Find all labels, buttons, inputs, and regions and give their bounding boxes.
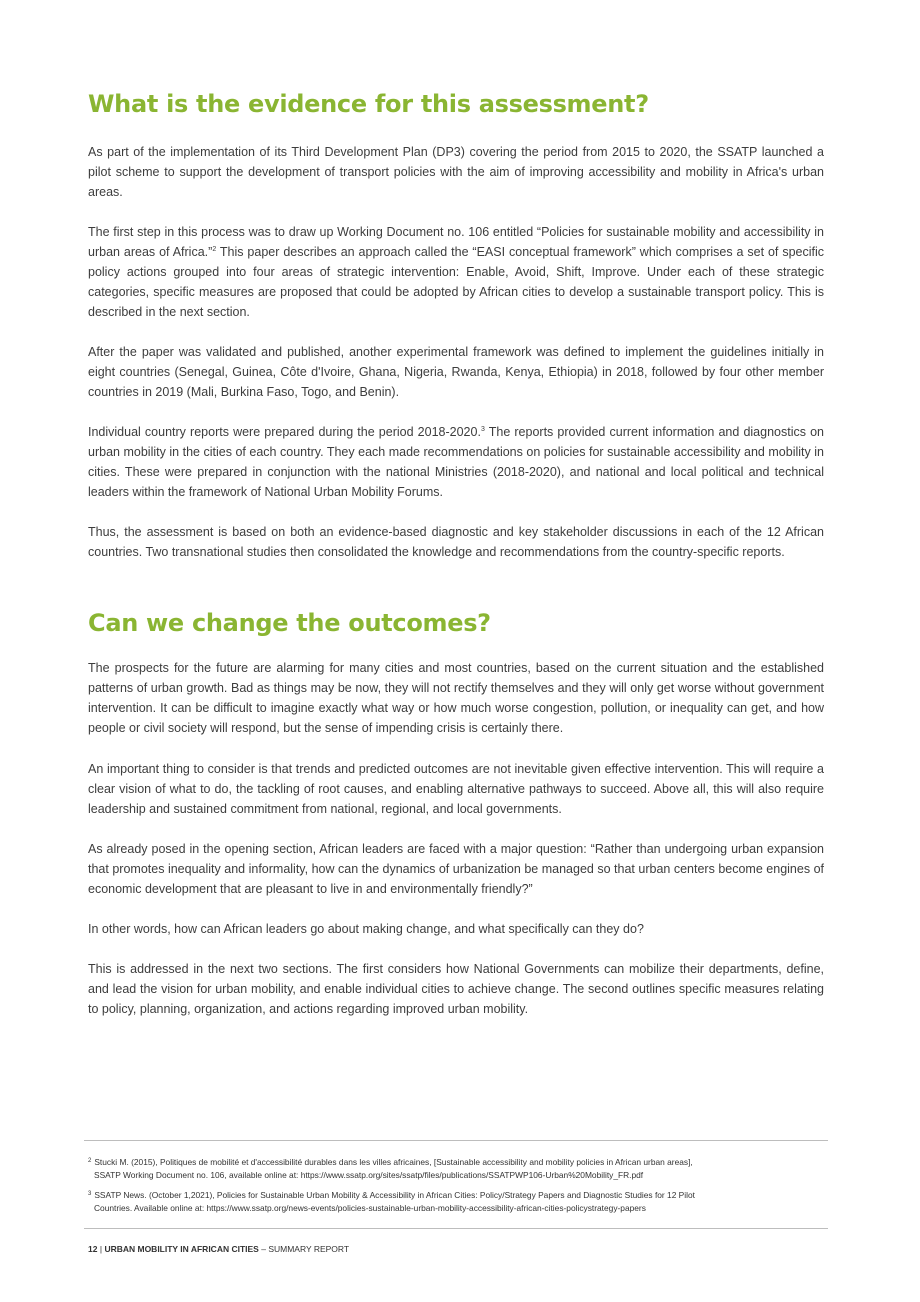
footnote-3 — [88, 1188, 828, 1215]
page-footer — [88, 1244, 349, 1254]
footnote-number: 2 — [88, 1158, 92, 1164]
paragraph: An important thing to consider is that trends and predicted outcomes are not inevitable given effective intervention. This will require a clear vision of what to do, the tackling of root causes, and enabling alternative pathways to succeed. Above all, this will also require leadership and sustained commitment from national, regional, and local governments. — [88, 762, 824, 816]
report-subtitle: – SUMMARY REPORT — [261, 1244, 350, 1254]
footnote-2 — [88, 1155, 828, 1182]
footnote-ref: 2 — [212, 246, 217, 253]
paragraph-text: Individual country reports were prepared during the period 2018-2020. — [88, 425, 481, 439]
paragraph — [88, 422, 824, 502]
footnote-number: 3 — [88, 1191, 92, 1197]
paragraph-text: The first step in this process was to draw up Working Document no. 106 entitled “Policies for sustainable mobility and accessibility in urban areas of Africa.” — [88, 225, 824, 259]
section-heading-outcomes: Can we change the outcomes? — [88, 609, 491, 637]
footer-separator: | — [99, 1244, 103, 1254]
footnote-text: Stucki M. (2015), Politiques de mobilité et d'accessibilité durables dans les villes africaines, [Sustainable accessibility and mobility policies in African urban areas], — [94, 1157, 693, 1167]
footnote-link[interactable]: SSATP Working Document no. 106, available online at: https://www.ssatp.org/sites/ssatp/files/publications/SSATPWP106-Urban%20Mobility_FR.pdf — [94, 1170, 644, 1180]
footer-divider — [84, 1228, 828, 1229]
footnote-text: SSATP News. (October 1,2021), Policies for Sustainable Urban Mobility & Accessibility in African Cities: Policy/Strategy Papers and Diagnostic Studies for 12 Pilot — [94, 1190, 695, 1200]
paragraph: The prospects for the future are alarming for many cities and most countries, based on the current situation and the established patterns of urban growth. Bad as things may be now, they will not rectify themselves and they will only get worse without government intervention. It can be difficult to imagine exactly what way or how much worse congestion, pollution, or inequality can get, and how people or civil society will respond, but the sense of impending crisis is certainly there. — [88, 661, 824, 735]
paragraph: This is addressed in the next two sections. The first considers how National Governments can mobilize their departments, define, and lead the vision for urban mobility, and enable individual cities to achieve change. The second outlines specific measures relating to policy, planning, organization, and actions regarding improved urban mobility. — [88, 962, 824, 1016]
section-heading-evidence: What is the evidence for this assessment? — [88, 90, 649, 118]
page-number: 12 — [88, 1244, 98, 1254]
paragraph: As already posed in the opening section, African leaders are faced with a major question: “Rather than undergoing urban expansion that promotes inequality and informality, how can the dynamics of urbanization be managed so that urban centers become engines of economic development that are pleasant to live in and environmentally friendly?” — [88, 842, 824, 896]
paragraph — [88, 222, 824, 322]
paragraph: In other words, how can African leaders go about making change, and what specifically can they do? — [88, 922, 644, 936]
footnote-link[interactable]: Countries. Available online at: https://www.ssatp.org/news-events/policies-sustainable-urban-mobility-accessibility-african-cities-policystrategy-papers — [94, 1203, 646, 1213]
paragraph-text: This paper describes an approach called the “EASI conceptual framework” which comprises a set of specific policy actions grouped into four areas of strategic intervention: Enable, Avoid, Shift, Improve. Under each of these strategic categories, specific measures are proposed that could be adopted by African cities to develop a sustainable transport policy. This is described in the next section. — [88, 245, 824, 319]
paragraph-text: The reports provided current information and diagnostics on urban mobility in the cities of each country. They each made recommendations on policies for sustainable accessibility and mobility in cities. These were prepared in conjunction with the national Ministries (2018-2020), and national and local political and technical leaders within the framework of National Urban Mobility Forums. — [88, 425, 825, 499]
footnote-ref: 3 — [480, 426, 485, 433]
paragraph: Thus, the assessment is based on both an evidence-based diagnostic and key stakeholder discussions in each of the 12 African countries. Two transnational studies then consolidated the knowledge and recommendations from the country-specific reports. — [88, 525, 824, 559]
report-title: URBAN MOBILITY IN AFRICAN CITIES — [104, 1244, 259, 1254]
paragraph: As part of the implementation of its Third Development Plan (DP3) covering the period from 2015 to 2020, the SSATP launched a pilot scheme to support the development of transport policies with the aim of improving accessibility and mobility in Africa's urban areas. — [88, 145, 824, 199]
paragraph: After the paper was validated and published, another experimental framework was defined to implement the guidelines initially in eight countries (Senegal, Guinea, Côte d'Ivoire, Ghana, Nigeria, Rwanda, Kenya, Ethiopia) in 2018, followed by four other member countries in 2019 (Mali, Burkina Faso, Togo, and Benin). — [88, 345, 824, 399]
footnote-divider — [84, 1140, 828, 1141]
